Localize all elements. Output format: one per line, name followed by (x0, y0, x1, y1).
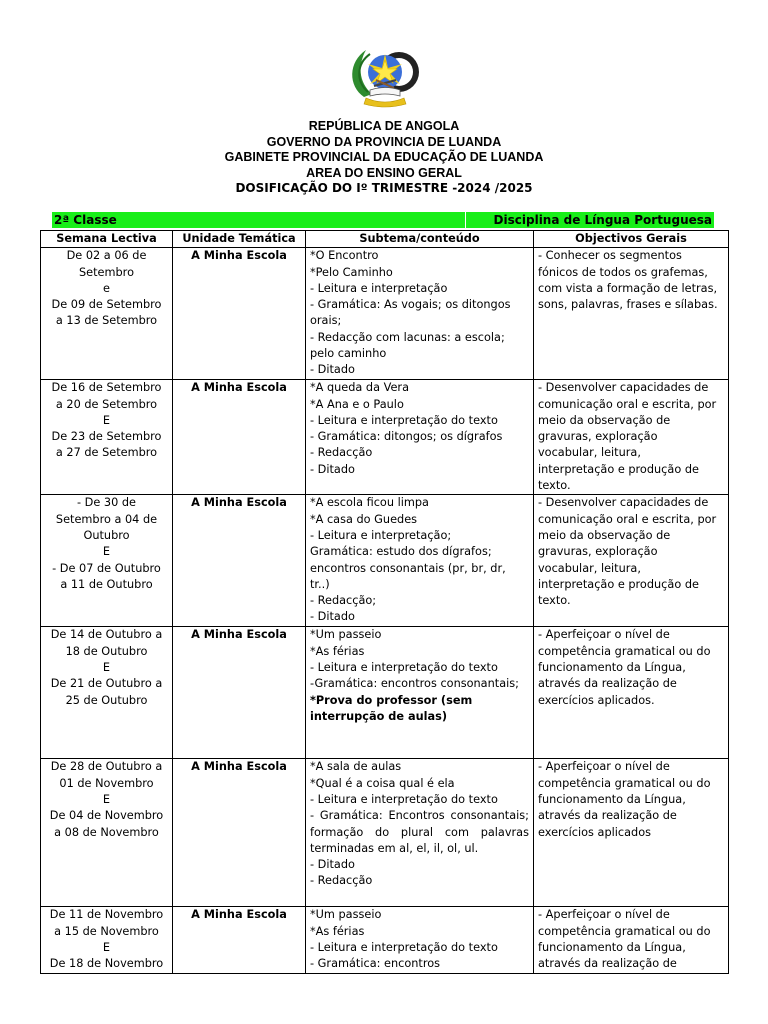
semana-line: a 08 de Novembro (54, 825, 159, 839)
cell-semana (41, 627, 173, 759)
objectivo-line: exercícios aplicados (538, 825, 651, 839)
subtema-line: *A escola ficou limpa (310, 496, 429, 510)
subtema-line: - Leitura e interpretação do texto (310, 940, 498, 954)
col-header-objectivos: Objectivos Gerais (534, 231, 729, 248)
subtema-line: - Gramática: As vogais; os ditongos (310, 298, 511, 312)
semana-line: E (102, 545, 111, 559)
cell-objectivos (534, 380, 729, 495)
cell-unidade: A Minha Escola (173, 907, 306, 973)
cell-objectivos (534, 495, 729, 627)
header-line-cabinet: GABINETE PROVINCIAL DA EDUCAÇÃO DE LUANDA (224, 150, 544, 164)
semana-line: E (102, 413, 111, 427)
objectivo-line: competência gramatical ou do (538, 644, 711, 658)
cell-subtema (306, 907, 534, 973)
objectivo-line: através da realização de (538, 809, 677, 823)
subtema-line: Gramática: estudo dos dígrafos; (310, 545, 492, 559)
objectivo-line: comunicação oral e escrita, por (538, 397, 717, 411)
subtema-line: - Leitura e interpretação (310, 281, 448, 295)
cell-semana (41, 248, 173, 380)
header-line-dosification: DOSIFICAÇÃO DO Iº TRIMESTRE -2024 /2025 (235, 181, 533, 195)
cell-unidade: A Minha Escola (173, 759, 306, 907)
discipline-label: Disciplina de Língua Portuguesa (493, 213, 712, 227)
subtema-line: - Ditado (310, 462, 355, 476)
header-line-government: GOVERNO DA PROVINCIA DE LUANDA (266, 134, 502, 149)
col-header-subtema: Subtema/conteúdo (306, 231, 534, 248)
cell-unidade: A Minha Escola (173, 627, 306, 759)
table-row (41, 495, 729, 627)
subtema-line: *Qual é a coisa qual é ela (310, 776, 455, 790)
subtema-line: *Prova do professor (sem (310, 693, 473, 707)
subtema-line: *As férias (310, 644, 365, 658)
semana-line: Setembro a 04 de (55, 512, 158, 526)
semana-line: E (102, 940, 111, 954)
semana-line: a 20 de Setembro (55, 397, 158, 411)
table-row (41, 380, 729, 495)
objectivo-line: vocabular, leitura, (538, 446, 641, 460)
cell-objectivos (534, 759, 729, 907)
semana-line: a 15 de Novembro (54, 924, 159, 938)
subtema-line: - Redacção (310, 446, 373, 460)
semana-line: E (102, 660, 111, 674)
semana-line: De 16 de Setembro (51, 381, 162, 395)
semana-line: E (102, 792, 111, 806)
semana-line: De 14 de Outubro a (50, 628, 163, 642)
subtema-line: - Ditado (310, 363, 355, 377)
subtema-line: -Gramática: encontros consonantais; (310, 677, 519, 691)
subtema-line: interrupção de aulas) (310, 709, 447, 723)
objectivo-line: - Desenvolver capacidades de (538, 496, 709, 510)
subtema-line: - Redacção com lacunas: a escola; (310, 330, 505, 344)
subtema-line: - Gramática: ditongos; os dígrafos (310, 430, 503, 444)
cell-subtema (306, 495, 534, 627)
objectivo-line: - Aperfeiçoar o nível de (538, 628, 670, 642)
objectivo-line: - Conhecer os segmentos (538, 249, 682, 263)
objectivo-line: através da realização de (538, 957, 677, 971)
dosification-table (40, 230, 729, 974)
table-row (41, 627, 729, 759)
cell-semana (41, 495, 173, 627)
header-line-republic: REPÚBLICA DE ANGOLA (308, 119, 460, 133)
semana-line: a 11 de Outubro (60, 577, 153, 591)
objectivo-line: vocabular, leitura, (538, 561, 641, 575)
semana-line: 18 de Outubro (65, 644, 148, 658)
subtema-line: - Gramática: encontros (310, 957, 441, 971)
objectivo-line: - Desenvolver capacidades de (538, 381, 709, 395)
subtema-line: - Ditado (310, 610, 355, 624)
subtema-line: - Leitura e interpretação do texto (310, 413, 498, 427)
semana-line: a 27 de Setembro (55, 446, 158, 460)
semana-line: - De 30 de (77, 496, 136, 510)
subtema-line: *A casa do Guedes (310, 512, 418, 526)
band-divider (465, 212, 466, 228)
objectivo-line: sons, palavras, frases e sílabas. (538, 298, 718, 312)
cell-semana (41, 380, 173, 495)
semana-line: De 02 a 06 de (66, 249, 147, 263)
objectivo-line: funcionamento da Língua, (538, 792, 686, 806)
cell-unidade: A Minha Escola (173, 495, 306, 627)
semana-line: De 23 de Setembro (51, 430, 162, 444)
table-row (41, 248, 729, 380)
semana-line: 25 de Outubro (65, 693, 148, 707)
cell-objectivos (534, 907, 729, 973)
semana-line: - De 07 de Outubro (52, 561, 161, 575)
objectivo-line: gravuras, exploração (538, 545, 658, 559)
cell-unidade: A Minha Escola (173, 248, 306, 380)
objectivo-line: - Aperfeiçoar o nível de (538, 760, 670, 774)
objectivo-line: gravuras, exploração (538, 430, 658, 444)
semana-line: De 28 de Outubro a (50, 760, 163, 774)
subtema-line: - Redacção (310, 874, 373, 888)
objectivo-line: meio da observação de (538, 528, 671, 542)
objectivo-line: comunicação oral e escrita, por (538, 512, 717, 526)
subtema-line: - Ditado (310, 858, 355, 872)
subtema-line: - Leitura e interpretação do texto (310, 660, 498, 674)
semana-line: De 09 de Setembro (51, 298, 162, 312)
semana-line: Outubro (83, 528, 130, 542)
subtema-line: orais; (310, 314, 342, 328)
objectivo-line: competência gramatical ou do (538, 924, 711, 938)
objectivo-line: exercícios aplicados. (538, 693, 655, 707)
objectivo-line: funcionamento da Língua, (538, 660, 686, 674)
angola-emblem-icon (344, 42, 426, 108)
objectivo-line: interpretação e produção de (538, 577, 699, 591)
subtema-line: *A Ana e o Paulo (310, 397, 404, 411)
table-row (41, 759, 729, 907)
subtema-line: encontros consonantais (pr, br, dr, (310, 561, 506, 575)
cell-semana (41, 907, 173, 973)
objectivo-line: interpretação e produção de (538, 462, 699, 476)
table-row (41, 907, 729, 973)
subtema-line: *A queda da Vera (310, 381, 409, 395)
objectivo-line: com vista a formação de letras, (538, 281, 718, 295)
subtema-line: *A sala de aulas (310, 760, 402, 774)
subtema-line: *Um passeio (310, 908, 382, 922)
col-header-unidade: Unidade Temática (173, 231, 306, 248)
subtema-line: - Leitura e interpretação; (310, 528, 452, 542)
semana-line: De 04 de Novembro (49, 809, 164, 823)
semana-line: a 13 de Setembro (55, 314, 158, 328)
cell-subtema (306, 248, 534, 380)
table-header-row (41, 231, 729, 248)
header-line-area: AREA DO ENSINO GERAL (306, 165, 462, 180)
subtema-line: *Pelo Caminho (310, 265, 393, 279)
semana-line: De 18 de Novembro (49, 957, 164, 971)
cell-subtema (306, 380, 534, 495)
cell-subtema (306, 759, 534, 907)
subtema-line: - Gramática: Encontros consonantais; formação do plural com palavras terminadas em al, el, il, ol, ul. (310, 809, 529, 855)
semana-line: De 11 de Novembro (49, 908, 164, 922)
class-discipline-band (52, 212, 714, 228)
cell-semana (41, 759, 173, 907)
class-label: 2ª Classe (54, 213, 117, 227)
objectivo-line: competência gramatical ou do (538, 776, 711, 790)
subtema-line: - Leitura e interpretação do texto (310, 792, 498, 806)
cell-unidade: A Minha Escola (173, 380, 306, 495)
objectivo-line: texto. (538, 479, 571, 493)
col-header-semana: Semana Lectiva (41, 231, 173, 248)
objectivo-line: meio da observação de (538, 413, 671, 427)
semana-line: Setembro (79, 265, 134, 279)
document-header (0, 119, 768, 197)
objectivo-line: funcionamento da Língua, (538, 940, 686, 954)
objectivo-line: - Aperfeiçoar o nível de (538, 908, 670, 922)
objectivo-line: texto. (538, 594, 571, 608)
semana-line: De 21 de Outubro a (50, 677, 163, 691)
cell-objectivos (534, 627, 729, 759)
cell-objectivos (534, 248, 729, 380)
objectivo-line: através da realização de (538, 677, 677, 691)
semana-line: e (103, 281, 110, 295)
subtema-line: *As férias (310, 924, 365, 938)
subtema-line: - Redacção; (310, 594, 377, 608)
subtema-line: *Um passeio (310, 628, 382, 642)
subtema-line: *O Encontro (310, 249, 379, 263)
objectivo-line: fónicos de todos os grafemas, (538, 265, 708, 279)
subtema-line: tr..) (310, 577, 330, 591)
subtema-line: pelo caminho (310, 347, 387, 361)
cell-subtema (306, 627, 534, 759)
semana-line: 01 de Novembro (59, 776, 154, 790)
